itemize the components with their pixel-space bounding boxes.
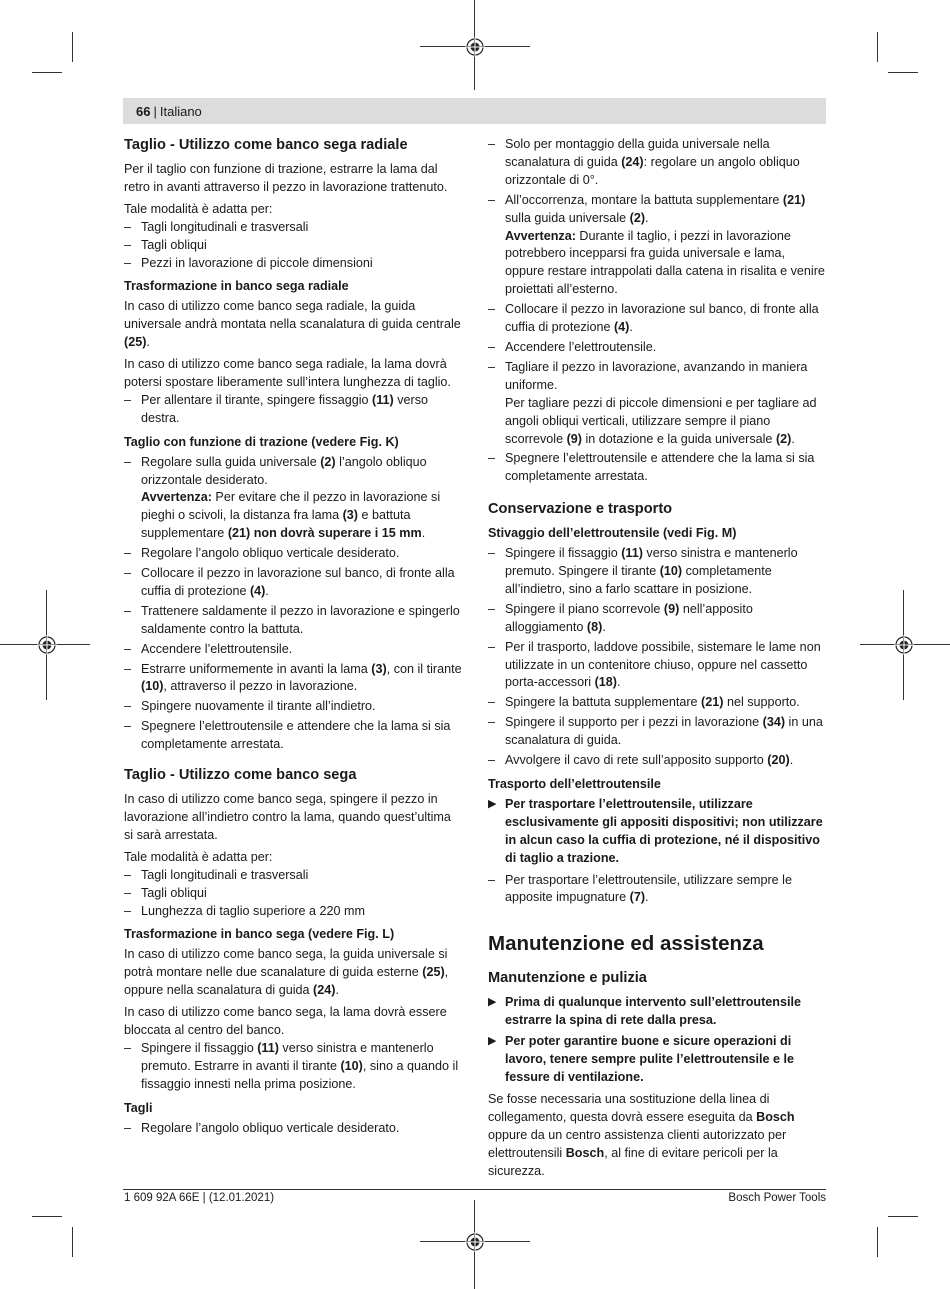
- crop-mark-bottom-left-h: [32, 1216, 62, 1217]
- list-item: – Accendere l’elettroutensile.: [124, 641, 293, 656]
- right-column: [488, 136, 826, 1184]
- subsection-title: Stivaggio dell’elettroutensile (vedi Fig. M): [488, 526, 737, 541]
- list-item: – All’occorrenza, montare la battuta supplementare (21) sulla guida universale (2). Avvertenza: Durante il taglio, i pezzi in lavorazione potrebbero incepparsi fra guida universale e lama, oppure restare intrappolati dalla catena in risalita e venire proiettati all’esterno.: [488, 192, 825, 297]
- bullet-list: [488, 872, 826, 908]
- subsection-title: Trasporto dell’elettroutensile: [488, 777, 661, 791]
- paragraph: Tale modalità è adatta per:: [124, 849, 273, 864]
- bullet-list: [124, 867, 462, 921]
- triangle-bullet-icon: ▶: [488, 996, 497, 1009]
- list-item: – Tagli obliqui: [124, 885, 207, 900]
- subsection-title: Trasformazione in banco sega radiale: [124, 279, 349, 294]
- list-item: – Tagliare il pezzo in lavorazione, avanzando in maniera uniforme. Per tagliare pezzi di piccole dimensioni e per tagliare ad angoli obliqui verticali, utilizzare sempre il piano scorrevole (9) in dotazione e la guida universale (2).: [488, 359, 817, 446]
- list-item: – Spingere la battuta supplementare (21) nel supporto.: [488, 695, 800, 710]
- list-item: – Collocare il pezzo in lavorazione sul banco, di fronte alla cuffia di protezione (4).: [124, 566, 455, 598]
- list-item: – Per il trasporto, laddove possibile, sistemare le lame non utilizzate in un contenitore chiuso, oppure nel cassetto porta-accessori (18).: [488, 639, 821, 690]
- list-item: – Trattenere saldamente il pezzo in lavorazione e spingerlo saldamente contro la battuta.: [124, 603, 460, 636]
- list-item: – Regolare l’angolo obliquo verticale desiderato.: [124, 546, 400, 561]
- paragraph: Tale modalità è adatta per:: [124, 201, 273, 216]
- footer-rule: [123, 1189, 826, 1190]
- bullet-list: [488, 136, 826, 486]
- section-title: Manutenzione e pulizia: [488, 970, 647, 987]
- list-item: – Spingere nuovamente il tirante all’indietro.: [124, 699, 376, 714]
- section-title: Taglio - Utilizzo come banco sega: [124, 767, 357, 784]
- warning-list: [488, 994, 826, 1087]
- paragraph: Se fosse necessaria una sostituzione della linea di collegamento, questa dovrà essere eseguita da Bosch oppure da un centro assistenza clienti autorizzato per elettroutensili Bosch, al fine di evitare pericoli per la sicurezza.: [488, 1091, 795, 1178]
- warning-item: ▶ Per trasportare l’elettroutensile, utilizzare esclusivamente gli appositi dispositivi; non utilizzare in alcun caso la cuffia di protezione, né il dispositivo di taglio a trazione.: [488, 796, 823, 865]
- warning-list: [488, 796, 826, 868]
- list-item: – Spingere il supporto per i pezzi in lavorazione (34) in una scanalatura di guida.: [488, 715, 823, 748]
- registration-target-icon: [465, 37, 485, 57]
- warning-item: ▶ Per poter garantire buone e sicure operazioni di lavoro, tenere sempre pulite l’elettroutensile e le fessure di ventilazione.: [488, 1034, 795, 1084]
- list-item: – Estrarre uniformemente in avanti la lama (3), con il tirante (10), attraverso il pezzo in lavorazione.: [124, 661, 462, 694]
- paragraph: In caso di utilizzo come banco sega radiale, la lama dovrà potersi spostare liberamente sull’intera lunghezza di taglio.: [124, 357, 451, 389]
- list-item: – Per allentare il tirante, spingere fissaggio (11) verso destra.: [124, 392, 429, 425]
- bullet-list: [124, 392, 462, 428]
- list-item: – Spingere il piano scorrevole (9) nell’apposito alloggiamento (8).: [488, 601, 753, 634]
- crop-mark-top-right-h: [888, 72, 918, 73]
- paragraph: In caso di utilizzo come banco sega, la guida universale si potrà montare nelle due scanalature di guida esterne (25), oppure nella scanalatura di guida (24).: [124, 947, 449, 998]
- bullet-list: [124, 1040, 462, 1094]
- list-item: – Avvolgere il cavo di rete sull’apposito supporto (20).: [488, 753, 794, 768]
- list-item: – Per trasportare l’elettroutensile, utilizzare sempre le apposite impugnature (7).: [488, 872, 792, 905]
- chapter-title: Manutenzione ed assistenza: [488, 932, 764, 956]
- subsection-title: Tagli: [124, 1100, 153, 1115]
- paragraph: Per il taglio con funzione di trazione, estrarre la lama dal retro in avanti attraverso il pezzo in lavorazione trattenuto.: [124, 162, 448, 194]
- subsection-title: Taglio con funzione di trazione (vedere Fig. K): [124, 434, 399, 449]
- list-item: – Collocare il pezzo in lavorazione sul banco, di fronte alla cuffia di protezione (4).: [488, 302, 819, 335]
- section-title: Conservazione e trasporto: [488, 501, 673, 518]
- list-item: – Spingere il fissaggio (11) verso sinistra e mantenerlo premuto. Estrarre in avanti il tirante (10), sino a quando il fissaggio innesti nella prima posizione.: [124, 1040, 459, 1091]
- triangle-bullet-icon: ▶: [488, 797, 497, 810]
- crop-mark-bottom-right-v: [877, 1227, 878, 1257]
- list-item: – Tagli longitudinali e trasversali: [124, 867, 309, 882]
- list-item: – Lunghezza di taglio superiore a 220 mm: [124, 903, 366, 918]
- list-item: – Tagli obliqui: [124, 237, 207, 252]
- crop-mark-bottom-right-h: [888, 1216, 918, 1217]
- page-header: [123, 98, 826, 124]
- warning-item: ▶ Prima di qualunque intervento sull’elettroutensile estrarre la spina di rete dalla presa.: [488, 995, 802, 1028]
- left-column: [124, 136, 462, 1139]
- registration-target-icon: [37, 635, 57, 655]
- list-item: – Solo per montaggio della guida universale nella scanalatura di guida (24): regolare un angolo obliquo orizzontale di 0°.: [488, 137, 800, 187]
- subsection-title: Trasformazione in banco sega (vedere Fig. L): [124, 927, 395, 942]
- section-title: Taglio - Utilizzo come banco sega radiale: [124, 137, 408, 153]
- header-language: Italiano: [159, 103, 202, 119]
- list-item: – Spegnere l’elettroutensile e attendere che la lama si sia completamente arrestata.: [488, 451, 815, 484]
- bullet-list: [124, 219, 462, 273]
- list-item: – Spingere il fissaggio (11) verso sinistra e mantenerlo premuto. Spingere il tirante (10) completamente all’indietro, sino a farlo scattare in posizione.: [488, 546, 798, 596]
- list-item: – Regolare sulla guida universale (2) l’angolo obliquo orizzontale desiderato. Avvertenza: Per evitare che il pezzo in lavorazione si pieghi o scivoli, la distanza fra lama (3) e battuta supplementare (21) non dovrà superare i 15 mm.: [124, 454, 441, 541]
- bullet-list: [488, 545, 826, 770]
- header-separator: |: [153, 103, 157, 119]
- registration-target-icon: [465, 1232, 485, 1252]
- footer-doc-code: 1 609 92A 66E | (12.01.2021): [124, 1192, 275, 1204]
- registration-target-icon: [894, 635, 914, 655]
- bullet-list: [124, 1120, 462, 1138]
- crop-mark-bottom-left-v: [72, 1227, 73, 1257]
- triangle-bullet-icon: ▶: [488, 1035, 497, 1048]
- list-item: – Accendere l’elettroutensile.: [488, 339, 657, 354]
- list-item: – Pezzi in lavorazione di piccole dimensioni: [124, 255, 373, 270]
- list-item: – Spegnere l’elettroutensile e attendere che la lama si sia completamente arrestata.: [124, 719, 451, 752]
- list-item: – Regolare l’angolo obliquo verticale desiderato.: [124, 1120, 400, 1135]
- crop-mark-top-right-v: [877, 32, 878, 62]
- crop-mark-top-left-h: [32, 72, 62, 73]
- footer-brand: Bosch Power Tools: [728, 1192, 826, 1204]
- paragraph: In caso di utilizzo come banco sega radiale, la guida universale andrà montata nella scanalatura di guida centrale (25).: [124, 299, 461, 350]
- list-item: – Tagli longitudinali e trasversali: [124, 219, 309, 234]
- bullet-list: [124, 454, 462, 755]
- crop-mark-top-left-v: [72, 32, 73, 62]
- paragraph: In caso di utilizzo come banco sega, la lama dovrà essere bloccata al centro del banco.: [124, 1005, 447, 1037]
- paragraph: In caso di utilizzo come banco sega, spingere il pezzo in lavorazione all’indietro contro la lama, quando quest’ultima si sarà arrestata.: [124, 792, 451, 842]
- page-number: 66: [136, 103, 151, 119]
